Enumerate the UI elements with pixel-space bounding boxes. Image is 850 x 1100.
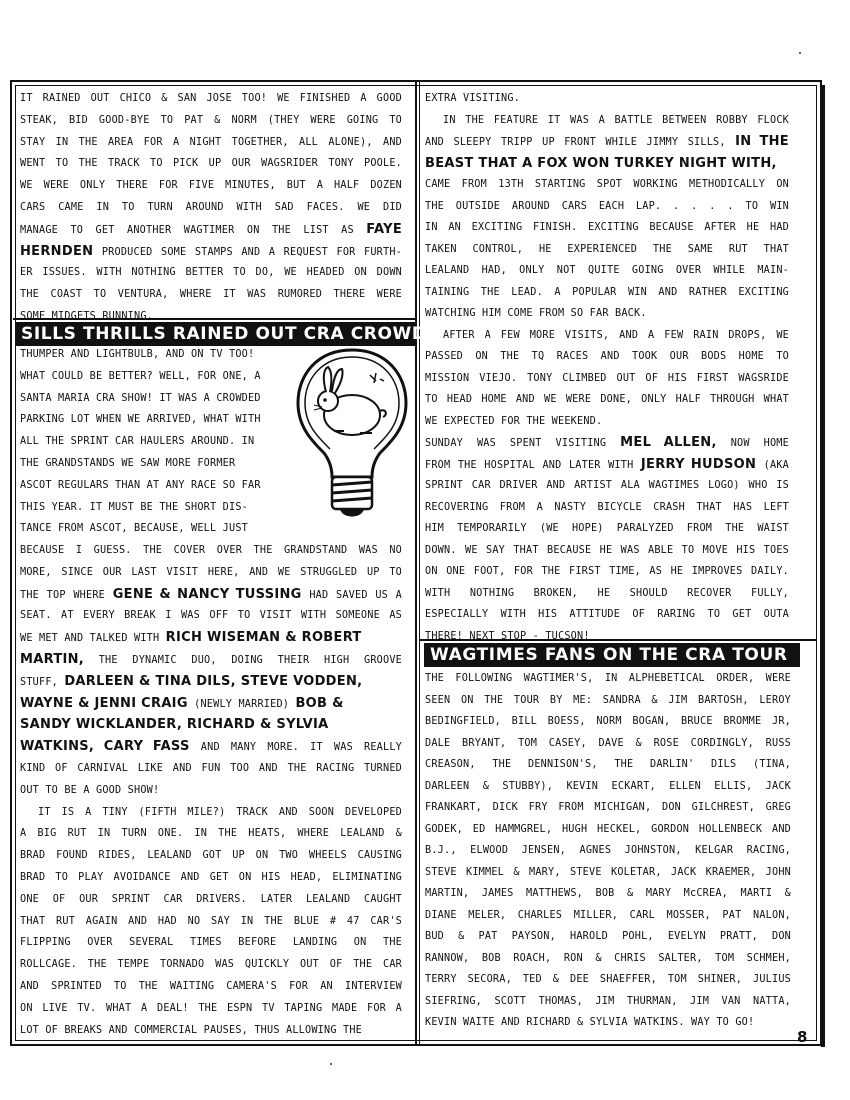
- emphasized-name: GENE & NANCY TUSSING: [112, 586, 302, 602]
- text-line: GODEK, ED HAMMGREL, HUGH HECKEL, GORDON HOLLENBECK AND: [425, 823, 791, 835]
- text-line: MISSION VIEJO. TONY CLIMBED OUT OF HIS FIRST WAGSRIDE: [425, 372, 789, 384]
- right-headline: WAGTIMES FANS ON THE CRA TOUR: [424, 643, 800, 667]
- text-segment: FROM THE HOSPITAL AND LATER WITH: [425, 459, 641, 471]
- text-segment: THE DYNAMIC DUO, DOING THEIR HIGH GROOVE: [84, 654, 402, 666]
- emphasized-name: WAYNE & JENNI CRAIG: [20, 695, 188, 711]
- text-line: RECOVERING FROM A NASTY BICYCLE CRASH THAT HAS LEFT: [425, 501, 789, 513]
- emphasized-name: BOB &: [295, 695, 344, 711]
- emphasized-name: WATKINS, CARY FASS: [20, 739, 190, 755]
- text-segment: WE MET AND TALKED WITH: [20, 633, 166, 645]
- text-line: HIM TEMPORARILY (WE HOPE) PARALYZED FROM THE WAIST: [425, 523, 789, 534]
- text-segment: (AKA: [756, 459, 789, 471]
- text-line: THERE! NEXT STOP - TUCSON!: [425, 630, 590, 642]
- text-line: TERRY SECORA, TED & DEE SHAEFFER, TOM SHINER, JULIUS: [425, 974, 791, 985]
- text-line: [20, 693, 402, 715]
- text-line: CAME FROM 13TH STARTING SPOT WORKING METHODICALLY ON: [425, 179, 789, 190]
- text-line: [20, 736, 402, 758]
- left-headline: SILLS THRILLS RAINED OUT CRA CROWD: [15, 322, 417, 346]
- text-segment: STUFF,: [20, 676, 65, 688]
- emphasized-name: MARTIN,: [20, 651, 85, 667]
- left-wrapped-text: [20, 344, 288, 540]
- text-line: ON LIVE TV. WHAT A DEAL! THE ESPN TV TAPING MADE FOR A: [20, 1002, 402, 1014]
- emphasized-name: FAYE: [366, 221, 402, 237]
- text-line: WE WERE ONLY THERE FOR FIVE MINUTES, BUT A HALF DOZEN: [20, 180, 402, 192]
- text-line: WATCHING HIM COME FROM SO FAR BACK.: [425, 308, 647, 319]
- text-line: THE OUTSIDE AROUND CARS EACH LAP. . . . . TO WIN: [425, 200, 789, 212]
- text-line: [425, 131, 789, 153]
- text-line: PASSED ON THE TQ RACES AND TOOK OUR BODS HOME TO: [425, 351, 789, 362]
- text-line: CREASON, THE DENNISON'S, THE DARLIN' DILS (TINA,: [425, 759, 791, 770]
- text-line: THE GRANDSTANDS WE SAW MORE FORMER: [20, 457, 236, 469]
- text-line: OUT TO BE A GOOD SHOW!: [20, 784, 160, 796]
- text-line: ASCOT REGULARS THAN AT ANY RACE SO FAR: [20, 479, 261, 491]
- text-line: WHAT COULD BE BETTER? WELL, FOR ONE, A: [20, 370, 261, 382]
- text-line: WITH NOTHING BROKEN, HE SHOULD RECOVER FULLY,: [425, 587, 789, 599]
- text-segment: NOW HOME: [716, 438, 789, 449]
- emphasized-name: SANDY WICKLANDER, RICHARD & SYLVIA: [20, 717, 329, 733]
- text-line: IN THE FEATURE IT WAS A BATTLE BETWEEN ROBBY FLOCK: [443, 114, 789, 126]
- text-segment: AND MANY MORE. IT WAS REALLY: [189, 742, 402, 754]
- text-line: BECAUSE I GUESS. THE COVER OVER THE GRANDSTAND WAS NO: [20, 545, 402, 556]
- text-line: TO HEAD HOME AND WE WERE DONE, ONLY HALF THROUGH WHAT: [425, 394, 789, 405]
- text-line: [20, 649, 402, 671]
- text-line: THUMPER AND LIGHTBULB, AND ON TV TOO!: [20, 349, 255, 360]
- text-line: PARKING LOT WHEN WE ARRIVED, WHAT WITH: [20, 414, 261, 426]
- text-segment: AND SLEEPY TRIPP UP FRONT WHILE JIMMY SILLS,: [425, 137, 736, 148]
- text-line: BRAD TO PLAY AVOIDANCE AND GET ON HIS HEAD, ELIMINATING: [20, 871, 402, 883]
- frame-shadow: [821, 85, 825, 1047]
- left-body-lines: [20, 540, 402, 1041]
- right-top-lines: [425, 88, 789, 647]
- text-line: DALE BRYANT, TOM CASEY, DAVE & ROSE CORDINGLY, RUSS: [425, 737, 791, 749]
- text-line: [425, 454, 789, 476]
- text-segment: THE TOP WHERE: [20, 589, 113, 601]
- text-line: FRANKART, DICK FRY FROM MICHIGAN, DON GILCHREST, GREG: [425, 802, 791, 813]
- left-wrapped-lines: [20, 344, 288, 540]
- text-line: [20, 219, 402, 241]
- text-line: ER ISSUES. WITH NOTHING BETTER TO DO, WE HEADED ON DOWN: [20, 267, 402, 279]
- text-line: MORE, SINCE OUR LAST VISIT HERE, AND WE STRUGGLED UP TO: [20, 566, 402, 578]
- text-line: BUD & PAT PAYSON, HAROLD POHL, EVELYN PRATT, DON: [425, 931, 791, 942]
- text-line: ESPECIALLY WITH HIS ATTITUDE OF RARING TO GET OUTA: [425, 609, 789, 620]
- text-line: SOME MIDGETS RUNNING.: [20, 310, 154, 322]
- lightbulb-rabbit-illustration: [290, 345, 415, 525]
- text-line: IT IS A TINY (FIFTH MILE?) TRACK AND SOON DEVELOPED: [38, 806, 402, 818]
- emphasized-name: HERNDEN: [20, 243, 94, 259]
- text-line: A BIG RUT IN TURN ONE. IN THE HEATS, WHERE LEALAND &: [20, 828, 402, 840]
- text-line: IT RAINED OUT CHICO & SAN JOSE TOO! WE FINISHED A GOOD: [20, 93, 402, 104]
- text-line: [20, 584, 402, 606]
- left-top-article: [20, 88, 402, 328]
- text-line: ROLLCAGE. THE TEMPE TORNADO WAS QUICKLY OUT OF THE CAR: [20, 959, 402, 971]
- text-line: B.J., ELWOOD JENSEN, AGNES JOHNSTON, KELGAR RACING,: [425, 845, 791, 856]
- text-line: [425, 153, 789, 175]
- text-segment: HAD SAVED US A: [301, 589, 402, 601]
- text-line: [20, 714, 402, 736]
- right-top-article: [425, 88, 789, 647]
- text-line: SPRINT CAR DRIVER AND ARTIST ALA WAGTIMES LOGO) WHO IS: [425, 480, 789, 491]
- text-line: RANNOW, BOB ROACH, RON & CHRIS SALTER, TOM SCHMEH,: [425, 952, 791, 964]
- text-line: AFTER A FEW MORE VISITS, AND A FEW RAIN DROPS, WE: [443, 329, 789, 341]
- emphasized-name: DARLEEN & TINA DILS, STEVE VODDEN,: [64, 673, 363, 689]
- text-line: STAY IN THE AREA FOR A NIGHT TOGETHER, ALL ALONE), AND: [20, 136, 402, 148]
- text-line: WENT TO THE TRACK TO PICK UP OUR WAGSRIDER TONY POOLE.: [20, 158, 402, 170]
- emphasized-name: RICH WISEMAN & ROBERT: [165, 630, 362, 646]
- text-line: THAT RUT AGAIN AND HAD NO SAY IN THE BLUE # 47 CAR'S: [20, 915, 402, 927]
- text-line: STEVE KIMMEL & MARY, STEVE KOLETAR, JACK KRAEMER, JOHN: [425, 866, 791, 878]
- text-line: BRAD FOUND RIDES, LEALAND GOT UP ON TWO WHEELS CAUSING: [20, 850, 402, 862]
- text-line: [425, 432, 789, 454]
- text-line: AND SPRINTED TO THE WAITING CAMERA'S FOR AN INTERVIEW: [20, 980, 402, 992]
- column-divider: [415, 80, 420, 1044]
- text-line: ALL THE SPRINT CAR HAULERS AROUND. IN: [20, 436, 255, 448]
- text-line: WE EXPECTED FOR THE WEEKEND.: [425, 415, 603, 427]
- text-segment: (NEWLY MARRIED): [187, 698, 296, 710]
- text-line: BEDINGFIELD, BILL BOESS, NORM BOGAN, BRUCE BROMME JR,: [425, 716, 791, 727]
- text-line: SIEFRING, SCOTT THOMAS, JIM THURMAN, JIM VAN NATTA,: [425, 995, 791, 1007]
- emphasized-name: IN THE: [735, 134, 789, 149]
- text-line: EXTRA VISITING.: [425, 93, 521, 104]
- text-segment: SUNDAY WAS SPENT VISITING: [425, 438, 621, 449]
- text-line: KEVIN WAITE AND RICHARD & SYLVIA WATKINS. WAY TO GO!: [425, 1017, 755, 1028]
- right-body: [425, 668, 791, 1034]
- text-line: DOWN. WE SAY THAT BECAUSE HE WAS ABLE TO MOVE HIS TOES: [425, 544, 789, 556]
- text-line: DARLEEN & STUBBY), KEVIN ECKART, ELLEN ELLIS, JACK: [425, 780, 791, 792]
- text-line: FLIPPING OVER SEVERAL TIMES BEFORE LANDING ON THE: [20, 937, 402, 949]
- left-body: [20, 540, 402, 1041]
- text-segment: MANAGE TO GET ANOTHER WAGTIMER ON THE LIST AS: [20, 224, 367, 236]
- text-line: TAKEN CONTROL, HE EXPERIENCED THE SAME RUT THAT: [425, 243, 789, 255]
- text-line: DIANE MELER, CHARLES MILLER, CARL MOSSER, PAT NALON,: [425, 909, 791, 921]
- text-line: THIS YEAR. IT MUST BE THE SHORT DIS-: [20, 501, 249, 513]
- emphasized-name: MEL ALLEN,: [620, 435, 717, 450]
- text-line: MARTIN, JAMES MATTHEWS, BOB & MARY McCREA, MARTI &: [425, 888, 791, 899]
- text-line: IN AN EXCITING FINISH. EXCITING BECAUSE AFTER HE HAD: [425, 222, 789, 233]
- text-line: ONE OF OUR SPRINT CAR DRIVERS. LATER LEALAND CAUGHT: [20, 893, 402, 905]
- page-number: 8: [797, 1028, 808, 1046]
- emphasized-name: BEAST THAT A FOX WON TURKEY NIGHT WITH,: [425, 155, 777, 171]
- text-line: SEAT. AT EVERY BREAK I WAS OFF TO VISIT WITH SOMEONE AS: [20, 610, 402, 622]
- speck: [799, 52, 801, 54]
- text-line: KIND OF CARNIVAL LIKE AND FUN TOO AND THE RACING TURNED: [20, 762, 402, 774]
- text-line: STEAK, BID GOOD-BYE TO PAT & NORM (THEY WERE GOING TO: [20, 114, 402, 126]
- text-line: CARS CAME IN TO TURN AROUND WITH SAD FACES. WE DID: [20, 201, 402, 213]
- text-line: TANCE FROM ASCOT, BECAUSE, WELL JUST: [20, 523, 249, 535]
- text-line: LEALAND HAD, ONLY NOT QUITE GOING OVER WHILE MAIN-: [425, 265, 789, 276]
- text-line: [20, 241, 402, 263]
- text-line: THE COAST TO VENTURA, WHERE IT WAS RUMORED THERE WERE: [20, 289, 402, 301]
- text-line: [20, 671, 402, 693]
- text-line: LOT OF BREAKS AND COMMERCIAL PAUSES, THUS ALLOWING THE: [20, 1024, 363, 1036]
- text-segment: PRODUCED SOME STAMPS AND A REQUEST FOR FURTH-: [93, 246, 402, 258]
- text-line: [20, 627, 402, 649]
- text-line: THE FOLLOWING WAGTIMER'S, IN ALPHEBETICAL ORDER, WERE: [425, 673, 791, 684]
- text-line: ON ONE FOOT, FOR THE FIRST TIME, AS HE IMPROVES DAILY.: [425, 566, 789, 577]
- right-body-lines: [425, 668, 791, 1034]
- speck: [330, 1063, 332, 1065]
- text-line: TAINING THE LEAD. A POPULAR WIN AND RATHER EXCITING: [425, 286, 789, 298]
- left-top-lines: [20, 88, 402, 328]
- emphasized-name: JERRY HUDSON: [640, 456, 757, 472]
- text-line: SEEN ON THE TOUR BY ME: SANDRA & JIM BARTOSH, LEROY: [425, 694, 791, 706]
- text-line: SANTA MARIA CRA SHOW! IT WAS A CROWDED: [20, 392, 261, 404]
